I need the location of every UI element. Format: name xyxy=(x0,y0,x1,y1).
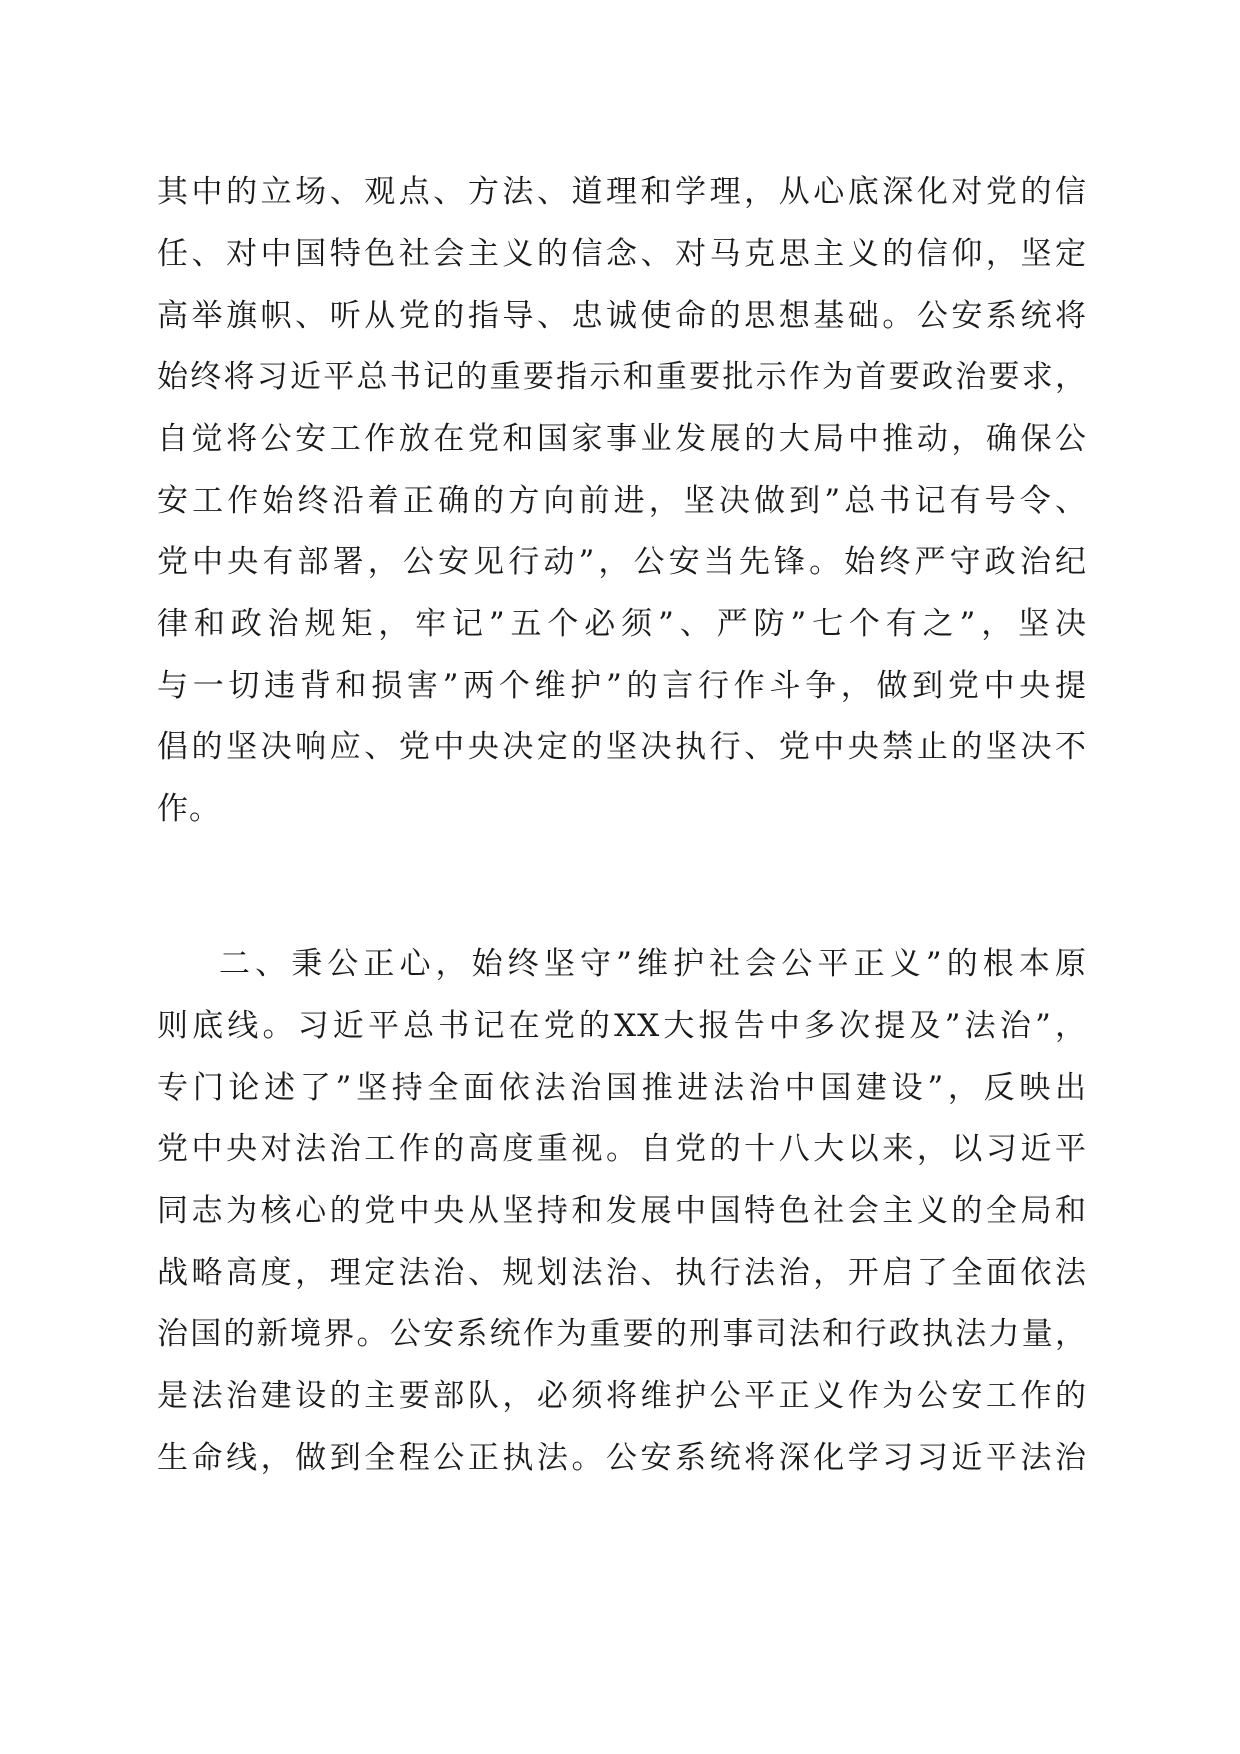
paragraph-line: 安工作始终沿着正确的方向前进，坚决做到”总书记有号令、 xyxy=(157,483,1087,519)
paragraph-line: 倡的坚决响应、党中央决定的坚决执行、党中央禁止的坚决不 xyxy=(157,729,1087,765)
paragraph-line: 自觉将公安工作放在党和国家事业发展的大局中推动，确保公 xyxy=(157,421,1087,457)
paragraph-line: 则底线。习近平总书记在党的XX大报告中多次提及”法治”， xyxy=(157,1008,1087,1044)
paragraph-line: 战略高度，理定法治、规划法治、执行法治，开启了全面依法 xyxy=(157,1255,1087,1291)
paragraph-line: 治国的新境界。公安系统作为重要的刑事司法和行政执法力量， xyxy=(157,1316,1087,1352)
paragraph-line: 同志为核心的党中央从坚持和发展中国特色社会主义的全局和 xyxy=(157,1193,1087,1229)
paragraph-line: 作。 xyxy=(157,791,221,827)
paragraph-line: 是法治建设的主要部队，必须将维护公平正义作为公安工作的 xyxy=(157,1378,1087,1414)
paragraph-line: 党中央对法治工作的高度重视。自党的十八大以来，以习近平 xyxy=(157,1131,1087,1167)
paragraph-line: 律和政治规矩，牢记”五个必须”、严防”七个有之”，坚决 xyxy=(157,606,1087,642)
paragraph-line: 与一切违背和损害”两个维护”的言行作斗争，做到党中央提 xyxy=(157,668,1087,704)
paragraph-line: 其中的立场、观点、方法、道理和学理，从心底深化对党的信 xyxy=(157,174,1087,210)
paragraph-line: 生命线，做到全程公正执法。公安系统将深化学习习近平法治 xyxy=(157,1440,1087,1476)
paragraph-line: 高举旗帜、听从党的指导、忠诚使命的思想基础。公安系统将 xyxy=(157,298,1087,334)
paragraph-line: 任、对中国特色社会主义的信念、对马克思主义的信仰，坚定 xyxy=(157,236,1087,272)
paragraph-line: 党中央有部署，公安见行动”，公安当先锋。始终严守政治纪 xyxy=(157,544,1087,580)
paragraph-line: 二、秉公正心，始终坚守”维护社会公平正义”的根本原 xyxy=(219,946,1087,982)
paragraph-line: 专门论述了”坚持全面依法治国推进法治中国建设”，反映出 xyxy=(157,1070,1087,1106)
paragraph-line: 始终将习近平总书记的重要指示和重要批示作为首要政治要求， xyxy=(157,359,1087,395)
